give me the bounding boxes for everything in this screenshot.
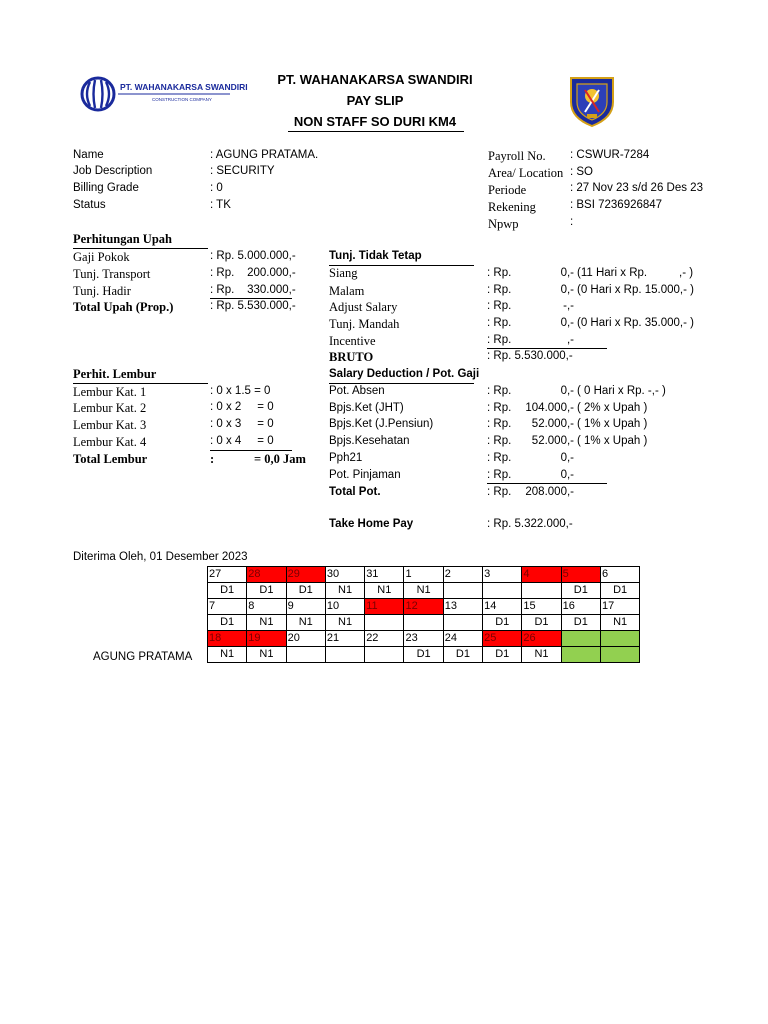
tidak-tetap-rp: : Rp. xyxy=(487,300,512,312)
calendar-shift-cell xyxy=(561,647,600,663)
lembur-label: Lembur Kat. 4 xyxy=(73,435,147,449)
calendar-date-cell: 19 xyxy=(247,631,286,647)
calendar-date-cell: 23 xyxy=(404,631,443,647)
calendar-shift-cell xyxy=(365,647,404,663)
deduction-sum-line xyxy=(487,483,607,484)
calendar-shift-cell: N1 xyxy=(247,615,286,631)
tidak-tetap-amount: 0,- xyxy=(560,267,574,279)
upah-sum-line xyxy=(210,298,292,299)
calendar-shift-cell: N1 xyxy=(600,615,639,631)
security-emblem xyxy=(567,72,617,128)
calendar-shift-row xyxy=(208,615,640,631)
calendar-date-cell: 3 xyxy=(483,567,522,583)
payroll-value: : xyxy=(570,216,574,228)
upah-label: Tunj. Hadir xyxy=(73,284,131,298)
lembur-total-label: Total Lembur xyxy=(73,452,148,466)
calendar-date-cell: 14 xyxy=(483,599,522,615)
upah-value: : Rp. 330.000,- xyxy=(210,284,296,296)
calendar-date-cell: 11 xyxy=(365,599,404,615)
deduction-amount: 0,- xyxy=(560,385,574,397)
calendar-shift-cell: N1 xyxy=(365,583,404,599)
calendar-shift-cell: D1 xyxy=(443,647,482,663)
calendar-shift-cell: N1 xyxy=(325,615,364,631)
calendar-date-cell: 15 xyxy=(522,599,561,615)
calendar-shift-cell: D1 xyxy=(483,647,522,663)
calendar-shift-cell: D1 xyxy=(522,615,561,631)
calendar-date-cell: 24 xyxy=(443,631,482,647)
company-name: PT. WAHANAKARSA SWANDIRI xyxy=(277,72,473,87)
payroll-value: : CSWUR-7284 xyxy=(570,149,650,161)
deduction-total-amount: 208.000,- xyxy=(525,486,574,498)
lembur-heading-underline xyxy=(73,383,208,384)
calendar-date-cell: 4 xyxy=(522,567,561,583)
calendar-shift-cell: D1 xyxy=(247,583,286,599)
deduction-note: ( 1% x Upah ) xyxy=(577,435,648,447)
tidak-tetap-note: (0 Hari x Rp. 15.000,- ) xyxy=(577,284,694,296)
calendar-shift-cell xyxy=(443,615,482,631)
calendar-date-cell: 7 xyxy=(208,599,247,615)
deduction-label: Bpjs.Ket (J.Pensiun) xyxy=(329,418,434,430)
deduction-rp: : Rp. xyxy=(487,469,512,481)
upah-value: : Rp. 5.000.000,- xyxy=(210,250,296,262)
calendar-shift-cell: N1 xyxy=(208,647,247,663)
calendar-shift-cell xyxy=(286,647,325,663)
calendar-date-cell: 10 xyxy=(325,599,364,615)
deduction-label: Pph21 xyxy=(329,452,363,464)
calendar-date-cell: 9 xyxy=(286,599,325,615)
calendar-date-cell: 31 xyxy=(365,567,404,583)
calendar-date-cell: 25 xyxy=(483,631,522,647)
tidak-tetap-rp: : Rp. xyxy=(487,284,512,296)
payroll-value: : SO xyxy=(570,166,594,178)
employee-label: Billing Grade xyxy=(73,182,139,194)
company-logo xyxy=(80,72,248,120)
tidak-tetap-label: Siang xyxy=(329,266,358,280)
calendar-shift-cell xyxy=(365,615,404,631)
calendar-shift-cell: N1 xyxy=(404,583,443,599)
calendar-shift-cell: D1 xyxy=(404,647,443,663)
tidak-tetap-rp: : Rp. xyxy=(487,334,512,346)
employee-value: : AGUNG PRATAMA. xyxy=(210,149,319,161)
calendar-date-cell: 17 xyxy=(600,599,639,615)
payroll-value: : 27 Nov 23 s/d 26 Des 23 xyxy=(570,182,703,194)
deduction-note: ( 0 Hari x Rp. -,- ) xyxy=(577,385,666,397)
take-home-label: Take Home Pay xyxy=(329,518,414,530)
calendar-date-cell: 12 xyxy=(404,599,443,615)
calendar-shift-cell xyxy=(483,583,522,599)
upah-heading-underline xyxy=(73,248,208,249)
tidak-tetap-amount: 0,- xyxy=(560,284,574,296)
tidak-tetap-label: Adjust Salary xyxy=(329,300,398,314)
deduction-amount: 0,- xyxy=(560,469,574,481)
lembur-heading: Perhit. Lembur xyxy=(73,367,157,381)
subtitle-underline xyxy=(288,131,464,132)
calendar-date-cell: 16 xyxy=(561,599,600,615)
shield-emblem-icon xyxy=(567,72,617,128)
payroll-value: : BSI 7236926847 xyxy=(570,199,663,211)
calendar-shift-cell: D1 xyxy=(208,583,247,599)
deduction-label: Pot. Pinjaman xyxy=(329,469,401,481)
deduction-rp: : Rp. xyxy=(487,385,512,397)
company-logo-icon xyxy=(80,72,240,120)
tidak-tetap-amount: -,- xyxy=(563,300,574,312)
calendar-date-cell xyxy=(561,631,600,647)
employee-label: Name xyxy=(73,149,104,161)
deduction-amount: 0,- xyxy=(560,452,574,464)
deduction-rp: : Rp. xyxy=(487,402,512,414)
deduction-note: ( 1% x Upah ) xyxy=(577,418,648,430)
calendar-date-cell: 26 xyxy=(522,631,561,647)
calendar-shift-cell: D1 xyxy=(483,615,522,631)
employee-value: : 0 xyxy=(210,182,223,194)
calendar-date-row xyxy=(208,631,640,647)
upah-total-label: Total Upah (Prop.) xyxy=(73,300,174,314)
calendar-shift-cell: D1 xyxy=(561,615,600,631)
tidak-tetap-rp: : Rp. xyxy=(487,317,512,329)
calendar-date-cell: 13 xyxy=(443,599,482,615)
calendar-date-row xyxy=(208,599,640,615)
calendar-shift-cell: D1 xyxy=(208,615,247,631)
deduction-label: Bpjs.Ket (JHT) xyxy=(329,402,404,414)
calendar-date-cell: 8 xyxy=(247,599,286,615)
deduction-total-label: Total Pot. xyxy=(329,486,381,498)
lembur-label: Lembur Kat. 3 xyxy=(73,418,147,432)
attendance-calendar xyxy=(207,566,640,663)
calendar-date-cell xyxy=(600,631,639,647)
payroll-label: Periode xyxy=(488,183,527,197)
calendar-date-cell: 29 xyxy=(286,567,325,583)
calendar-date-cell: 1 xyxy=(404,567,443,583)
logo-text: PT. WAHANAKARSA SWANDIRI xyxy=(120,82,248,92)
calendar-shift-cell xyxy=(404,615,443,631)
lembur-calc: : 0 x 3 = 0 xyxy=(210,418,274,430)
calendar-date-cell: 5 xyxy=(561,567,600,583)
lembur-calc: : 0 x 1.5 = 0 xyxy=(210,385,271,397)
payroll-label: Rekening xyxy=(488,200,536,214)
lembur-calc: : 0 x 2 = 0 xyxy=(210,401,274,413)
tidak-tetap-label: Malam xyxy=(329,284,365,298)
lembur-label: Lembur Kat. 2 xyxy=(73,401,147,415)
lembur-total-value: = 0,0 Jam xyxy=(254,452,306,466)
deduction-amount: 104.000,- xyxy=(525,402,574,414)
deduction-label: Pot. Absen xyxy=(329,385,385,397)
take-home-value: : Rp. 5.322.000,- xyxy=(487,518,573,530)
calendar-shift-row xyxy=(208,583,640,599)
tidak-tetap-heading: Tunj. Tidak Tetap xyxy=(329,250,422,262)
calendar-date-cell: 27 xyxy=(208,567,247,583)
deduction-label: Bpjs.Kesehatan xyxy=(329,435,410,447)
calendar-shift-cell xyxy=(325,647,364,663)
calendar-shift-cell xyxy=(600,647,639,663)
lembur-label: Lembur Kat. 1 xyxy=(73,385,147,399)
bruto-label: BRUTO xyxy=(329,350,374,364)
tidak-tetap-amount: ,- xyxy=(566,334,574,346)
calendar-date-cell: 28 xyxy=(247,567,286,583)
deduction-total-rp: : Rp. xyxy=(487,486,512,498)
deduction-note: ( 2% x Upah ) xyxy=(577,402,648,414)
calendar-date-cell: 30 xyxy=(325,567,364,583)
calendar-date-cell: 22 xyxy=(365,631,404,647)
calendar-date-cell: 20 xyxy=(286,631,325,647)
calendar-shift-cell: D1 xyxy=(561,583,600,599)
tidak-tetap-amount: 0,- xyxy=(560,317,574,329)
deduction-amount: 52.000,- xyxy=(531,435,574,447)
tidak-tetap-label: Incentive xyxy=(329,334,376,348)
received-by: Diterima Oleh, 01 Desember 2023 xyxy=(73,551,248,563)
deduction-rp: : Rp. xyxy=(487,435,512,447)
calendar-date-cell: 2 xyxy=(443,567,482,583)
deduction-heading: Salary Deduction / Pot. Gaji xyxy=(329,368,480,380)
deduction-rp: : Rp. xyxy=(487,452,512,464)
calendar-date-cell: 21 xyxy=(325,631,364,647)
employee-label: Job Description xyxy=(73,165,153,177)
calendar-shift-cell: N1 xyxy=(247,647,286,663)
upah-label: Gaji Pokok xyxy=(73,250,130,264)
employee-value: : TK xyxy=(210,199,231,211)
deduction-rp: : Rp. xyxy=(487,418,512,430)
calendar-shift-cell xyxy=(443,583,482,599)
employee-value: : SECURITY xyxy=(210,165,275,177)
deduction-underline xyxy=(329,383,474,384)
calendar-shift-cell: D1 xyxy=(286,583,325,599)
document-title: PAY SLIP xyxy=(346,93,404,108)
bruto-sum-line xyxy=(487,348,607,349)
logo-subtext: CONSTRUCTION COMPANY xyxy=(152,97,212,102)
calendar-date-row xyxy=(208,567,640,583)
tidak-tetap-note: (11 Hari x Rp. ,- ) xyxy=(577,267,694,279)
signer-name: AGUNG PRATAMA xyxy=(93,651,193,663)
calendar-date-cell: 18 xyxy=(208,631,247,647)
calendar-shift-cell: N1 xyxy=(522,647,561,663)
bruto-value: : Rp. 5.530.000,- xyxy=(487,350,573,362)
tidak-tetap-label: Tunj. Mandah xyxy=(329,317,400,331)
calendar-shift-row xyxy=(208,647,640,663)
deduction-amount: 52.000,- xyxy=(531,418,574,430)
calendar-shift-cell: N1 xyxy=(286,615,325,631)
payroll-label: Payroll No. xyxy=(488,149,546,163)
slip-subtitle: NON STAFF SO DURI KM4 xyxy=(293,114,457,129)
upah-heading: Perhitungan Upah xyxy=(73,232,172,246)
upah-value: : Rp. 200.000,- xyxy=(210,267,296,279)
tidak-tetap-note: (0 Hari x Rp. 35.000,- ) xyxy=(577,317,694,329)
lembur-sum-line xyxy=(210,450,292,451)
tidak-tetap-rp: : Rp. xyxy=(487,267,512,279)
calendar-shift-cell: N1 xyxy=(325,583,364,599)
lembur-calc: : 0 x 4 = 0 xyxy=(210,435,274,447)
calendar-shift-cell: D1 xyxy=(600,583,639,599)
employee-label: Status xyxy=(73,199,106,211)
payroll-label: Npwp xyxy=(488,217,519,231)
calendar-shift-cell xyxy=(522,583,561,599)
upah-total-value: : Rp. 5.530.000,- xyxy=(210,300,296,312)
upah-label: Tunj. Transport xyxy=(73,267,151,281)
calendar-date-cell: 6 xyxy=(600,567,639,583)
payroll-label: Area/ Location xyxy=(488,166,564,180)
lembur-total-colon: : xyxy=(210,452,215,466)
